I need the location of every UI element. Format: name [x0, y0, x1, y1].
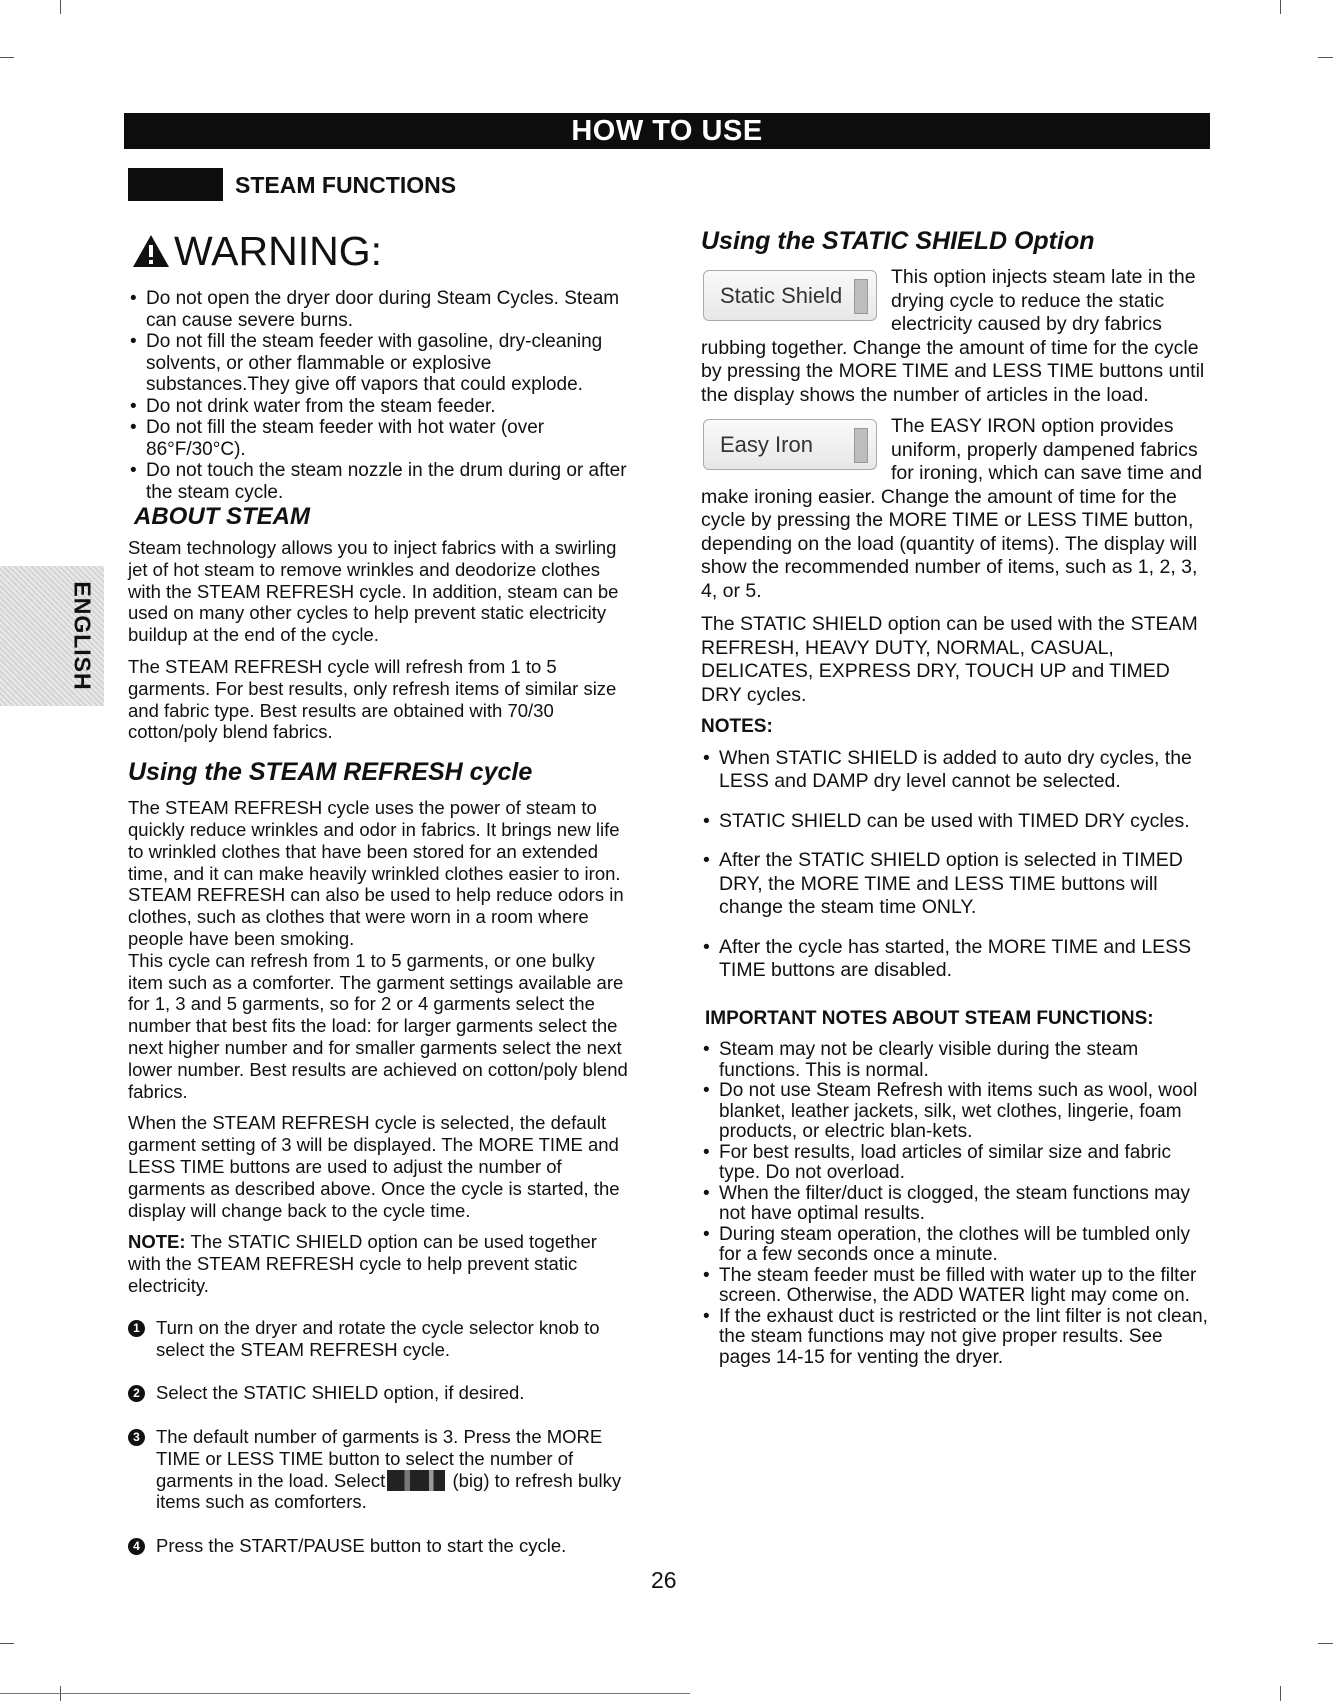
- left-column: [128, 228, 633, 1579]
- step-item: [128, 1426, 633, 1513]
- important-note-item: • Do not use Steam Refresh with items such as wool, wool blanket, leather jackets, silk, wet clothes, lingerie, foam products, or electric blan-kets.: [701, 1081, 1211, 1143]
- important-note-item: • The steam feeder must be filled with water up to the filter screen. Otherwise, the ADD WATER light may come on.: [701, 1266, 1211, 1307]
- steam-refresh-note: [128, 1231, 633, 1296]
- steam-refresh-paragraph: The STEAM REFRESH cycle uses the power of steam to quickly reduce wrinkles and odor in fabrics. It brings new life to wrinkled clothes that have been stored for an extended time, and it can make heavily wrinkled clothes easier to iron. STEAM REFRESH can also be used to help reduce odors in clothes, such as clothes that were worn in a room where people have been smoking.: [128, 797, 624, 949]
- static-shield-block: [701, 266, 1211, 407]
- trim-mark: [1318, 1643, 1333, 1644]
- step-text: Press the START/PAUSE button to start the cycle.: [156, 1535, 567, 1557]
- easy-iron-paragraph: The EASY IRON option provides uniform, properly dampened fabrics for ironing, which can save time and make ironing easier. Change the amount of time for the cycle by pressing the MORE TIME or LESS TIME button, depending on the load (quantity of items). The display will show the recommended number of items, such as 1, 2, 3, 4, or 5.: [701, 415, 1203, 602]
- important-note-item: • When the filter/duct is clogged, the steam functions may not have optimal results.: [701, 1184, 1211, 1225]
- big-display-icon: [387, 1470, 445, 1491]
- easy-iron-button-label: Easy Iron: [720, 432, 813, 457]
- step-item: [128, 1317, 633, 1361]
- note-item: • STATIC SHIELD can be used with TIMED DRY cycles.: [701, 810, 1211, 834]
- important-note-item: • If the exhaust duct is restricted or the lint filter is not clean, the steam functions may not give proper results. See pages 14-15 for venting the dryer.: [701, 1307, 1211, 1369]
- warning-item: • Do not drink water from the steam feeder.: [128, 396, 633, 418]
- important-notes-list: [701, 1040, 1211, 1368]
- trim-mark: [0, 57, 14, 58]
- steps-list: [128, 1317, 633, 1557]
- warning-item: • Do not fill the steam feeder with gasoline, dry-cleaning solvents, or other flammable or explosive substances.They give off vapors that could explode.: [128, 331, 633, 396]
- trim-mark: [1280, 1686, 1281, 1701]
- note-label: NOTE:: [128, 1231, 186, 1253]
- about-steam-paragraph: The STEAM REFRESH cycle will refresh from 1 to 5 garments. For best results, only refresh items of similar size and fabric type. Best results are obtained with 70/30 cotton/poly blend fabrics.: [128, 655, 617, 743]
- easy-iron-button-illustration: [703, 419, 877, 470]
- important-notes-heading: IMPORTANT NOTES ABOUT STEAM FUNCTIONS:: [705, 1007, 1154, 1029]
- right-column: [701, 226, 1211, 1368]
- step-number: 4: [128, 1538, 145, 1555]
- steam-refresh-paragraph: This cycle can refresh from 1 to 5 garments, or one bulky item such as a comforter. The garment settings available are for 1, 3 and 5 garments, so for 2 or 4 garments select the number that best fits the load: for larger garments select the next higher number and for smaller garments select the next lower number. Best results are achieved on cotton/poly blend fabrics.: [128, 949, 628, 1102]
- step-text: Turn on the dryer and rotate the cycle selector knob to select the STEAM REFRESH cycle.: [156, 1316, 600, 1360]
- notes-heading: NOTES:: [701, 716, 773, 737]
- trim-mark: [1280, 0, 1281, 14]
- step-item: [128, 1535, 633, 1557]
- static-shield-button-illustration: [703, 270, 877, 321]
- notes-list: [701, 747, 1211, 983]
- indicator-light-icon: [854, 279, 868, 314]
- note-item: • After the STATIC SHIELD option is selected in TIMED DRY, the MORE TIME and LESS TIME buttons will change the steam time ONLY.: [701, 849, 1211, 920]
- note-item: • When STATIC SHIELD is added to auto dry cycles, the LESS and DAMP dry level cannot be selected.: [701, 747, 1211, 794]
- step-text: (big) to refresh bulky items such as comforters.: [156, 1469, 622, 1513]
- step-number: 1: [128, 1320, 145, 1337]
- warning-icon: [132, 234, 170, 268]
- warning-list: [128, 288, 633, 503]
- easy-iron-block: [701, 415, 1211, 603]
- language-tab-label: ENGLISH: [69, 581, 96, 691]
- static-shield-paragraph: This option injects steam late in the drying cycle to reduce the static electricity caused by dry fabrics rubbing together. Change the amount of time for the cycle by pressing the MORE TIME and LESS TIME buttons until the display shows the number of articles in the load.: [701, 266, 1205, 406]
- warning-title-text: WARNING:: [174, 228, 383, 274]
- warning-item: • Do not fill the steam feeder with hot water (over 86°F/30°C).: [128, 417, 633, 460]
- trim-mark: [1318, 57, 1333, 58]
- step-text: The default number of garments is 3. Press the MORE TIME or LESS TIME button to select the number of garments in the load. Select: [156, 1426, 603, 1491]
- indicator-light-icon: [854, 428, 868, 463]
- static-shield-heading: Using the STATIC SHIELD Option: [701, 227, 1095, 255]
- bottom-rule: [0, 1693, 690, 1694]
- page-header: HOW TO USE: [124, 113, 1210, 149]
- step-number: 2: [128, 1385, 145, 1402]
- page-number: 26: [651, 1567, 677, 1593]
- warning-item: • Do not touch the steam nozzle in the drum during or after the steam cycle.: [128, 460, 633, 503]
- steam-refresh-paragraph: When the STEAM REFRESH cycle is selected, the default garment setting of 3 will be displayed. The MORE TIME and LESS TIME buttons are used to adjust the number of garments as described above. Once the cycle is started, the display will change back to the cycle time.: [128, 1112, 620, 1221]
- static-shield-cycles: The STATIC SHIELD option can be used with the STEAM REFRESH, HEAVY DUTY, NORMAL, CASUAL, DELICATES, EXPRESS DRY, TOUCH UP and TIMED DRY cycles.: [701, 613, 1198, 706]
- steam-refresh-heading: Using the STEAM REFRESH cycle: [128, 758, 533, 787]
- step-text: Select the STATIC SHIELD option, if desired.: [156, 1382, 525, 1404]
- static-shield-button-label: Static Shield: [720, 283, 843, 308]
- important-note-item: • During steam operation, the clothes will be tumbled only for a few seconds once a minute.: [701, 1225, 1211, 1266]
- about-steam-paragraph: Steam technology allows you to inject fabrics with a swirling jet of hot steam to remove wrinkles and deodorize clothes with the STEAM REFRESH cycle. In addition, steam can be used on many other cycles to help prevent static electricity buildup at the end of the cycle.: [128, 537, 619, 646]
- about-steam-heading: ABOUT STEAM: [134, 503, 310, 530]
- step-item: [128, 1382, 633, 1404]
- note-text: The STATIC SHIELD option can be used together with the STEAM REFRESH cycle to help prevent static electricity.: [128, 1231, 597, 1296]
- warning-item: • Do not open the dryer door during Steam Cycles. Steam can cause severe burns.: [128, 288, 633, 331]
- note-item: • After the cycle has started, the MORE TIME and LESS TIME buttons are disabled.: [701, 936, 1211, 983]
- step-number: 3: [128, 1429, 145, 1446]
- important-note-item: • For best results, load articles of similar size and fabric type. Do not overload.: [701, 1143, 1211, 1184]
- important-note-item: • Steam may not be clearly visible during the steam functions. This is normal.: [701, 1040, 1211, 1081]
- section-marker: [128, 168, 223, 201]
- trim-mark: [60, 0, 61, 14]
- warning-title: [132, 228, 633, 274]
- trim-mark: [0, 1643, 14, 1644]
- section-title: STEAM FUNCTIONS: [235, 172, 457, 198]
